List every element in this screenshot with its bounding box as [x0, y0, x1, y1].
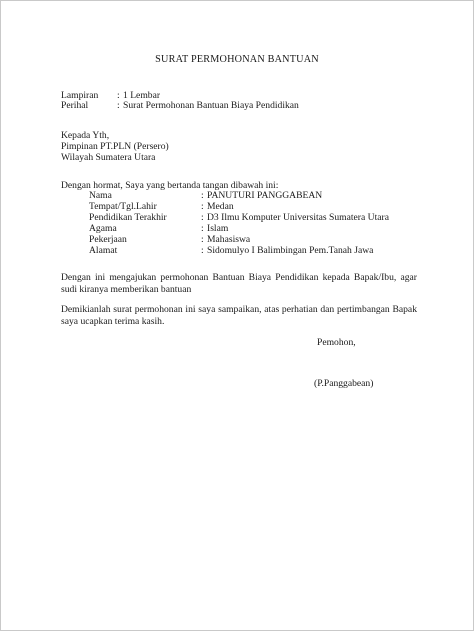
perihal-colon: :	[117, 100, 120, 111]
applicant-value-alamat: Sidomulyo I Balimbingan Pem.Tanah Jawa	[207, 245, 374, 256]
recipient-line-3: Wilayah Sumatera Utara	[61, 152, 156, 163]
applicant-value-agama: Islam	[207, 223, 229, 234]
applicant-label-alamat: Alamat	[89, 245, 118, 256]
closing: Pemohon,	[317, 337, 356, 348]
perihal-label: Perihal	[61, 100, 89, 111]
applicant-colon: :	[201, 234, 204, 245]
applicant-label-pekerjaan: Pekerjaan	[89, 234, 127, 245]
applicant-label-agama: Agama	[89, 223, 117, 234]
applicant-label-pendidikan: Pendidikan Terakhir	[89, 212, 167, 223]
applicant-value-pendidikan: D3 Ilmu Komputer Universitas Sumatera Utara	[207, 212, 389, 223]
applicant-label-tempat-lahir: Tempat/Tgl.Lahir	[89, 201, 157, 212]
recipient-line-1: Kepada Yth,	[61, 130, 110, 141]
lampiran-colon: :	[117, 90, 120, 101]
applicant-value-pekerjaan: Mahasiswa	[207, 234, 251, 245]
applicant-colon: :	[201, 223, 204, 234]
body-paragraph-1: Dengan ini mengajukan permohonan Bantuan Biaya Pendidikan kepada Bapak/Ibu, agar sudi kiranya memberikan bantuan	[61, 272, 417, 295]
applicant-colon: :	[201, 245, 204, 256]
body-paragraph-2: Demikianlah surat permohonan ini saya sampaikan, atas perhatian dan pertimbangan Bapak saya ucapkan terima kasih.	[61, 304, 417, 327]
lampiran-label: Lampiran	[61, 90, 99, 101]
applicant-value-tempat-lahir: Medan	[207, 201, 234, 212]
greeting: Dengan hormat, Saya yang bertanda tangan dibawah ini:	[61, 180, 279, 191]
applicant-colon: :	[201, 212, 204, 223]
applicant-colon: :	[201, 190, 204, 201]
lampiran-value: 1 Lembar	[123, 90, 161, 101]
applicant-label-nama: Nama	[89, 190, 112, 201]
letter-title: SURAT PERMOHONAN BANTUAN	[155, 54, 319, 65]
applicant-colon: :	[201, 201, 204, 212]
recipient-line-2: Pimpinan PT.PLN (Persero)	[61, 141, 169, 152]
perihal-value: Surat Permohonan Bantuan Biaya Pendidikan	[123, 100, 299, 111]
applicant-value-nama: PANUTURI PANGGABEAN	[207, 190, 323, 201]
signature-name: (P.Panggabean)	[314, 378, 374, 389]
